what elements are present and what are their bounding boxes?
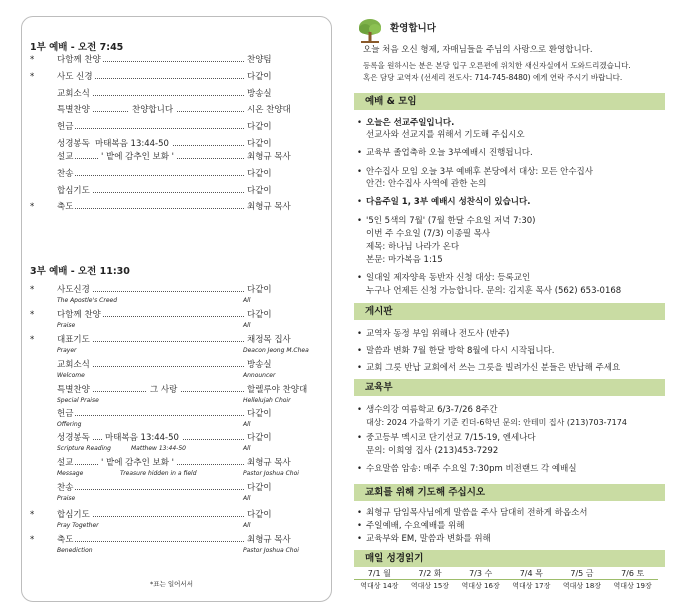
order-label-en: The Apostle's Creed (57, 297, 118, 304)
order-row (30, 359, 298, 371)
reading-chapter: 역대상 17장 (512, 582, 551, 590)
bullet-icon: • (357, 197, 363, 207)
star-marker: * (30, 510, 35, 520)
welcome-line: 오늘 처음 오신 형제, 자매님들을 주님의 사랑으로 환영합니다. (363, 45, 593, 55)
reading-day: 7/6 토 (607, 567, 658, 580)
order-row (30, 151, 298, 163)
order-label-en: Offering (57, 421, 82, 428)
order-leader: 다같이 (247, 483, 272, 493)
bullet-icon: • (357, 508, 363, 518)
board-item: 말씀과 변화 7월 한달 방학 8월에 다시 시작됩니다. (366, 346, 555, 356)
reading-chapter: 역대상 15장 (410, 582, 450, 590)
bullet-icon: • (357, 148, 363, 158)
worship-item: 안수집사 모임 오늘 3부 예배후 본당에서 대상: 모든 안수집사 (366, 167, 593, 177)
worship-item: 다음주일 1, 3부 예배시 성찬식이 있습니다. (366, 197, 531, 207)
order-label: 합심기도 (57, 510, 90, 520)
order-leader-en: Pastor Joshua Choi (243, 470, 299, 477)
order-leader: 다같이 (247, 169, 272, 179)
education-item-detail: 문의: 이희영 집사 (213)453-7292 (366, 446, 499, 456)
order-leader: 최형규 목사 (247, 152, 291, 162)
order-label-en: Praise (57, 495, 76, 502)
service1-title: 1부 예배 - 오전 7:45 (30, 42, 124, 53)
bullet-icon: • (357, 534, 363, 544)
dot-leader (57, 541, 244, 542)
order-detail: ' 밭에 감추인 보화 ' (98, 457, 177, 469)
order-row (30, 408, 298, 420)
order-row (30, 168, 298, 180)
reading-chapter: 역대상 19장 (613, 582, 652, 590)
order-leader: 다같이 (247, 122, 272, 132)
reading-day: 7/4 목 (506, 567, 557, 580)
order-detail: ' 밭에 감추인 보화 ' (98, 151, 177, 163)
order-detail: 마태복음 13:44-50 (102, 432, 182, 444)
worship-item-detail: 본문: 마가복음 1:15 (366, 255, 443, 265)
order-row (30, 334, 298, 346)
bullet-icon: • (357, 433, 363, 443)
order-row (30, 138, 298, 150)
order-row (30, 185, 298, 197)
order-label: 다함께 찬양 (57, 55, 101, 65)
bullet-icon: • (357, 464, 363, 474)
board-item: 교역자 동정 부임 위해나 전도사 (반주) (366, 329, 510, 339)
footnote: *표는 일어서서 (150, 580, 193, 588)
education-item: 생수의강 여름학교 6/3-7/26 8주간 (366, 405, 498, 415)
reading-day: 7/1 월 (354, 567, 405, 580)
education-item: 수요말씀 암송: 매주 수요일 7:30pm 비전랜드 각 예배실 (366, 464, 577, 474)
order-leader-en: All (243, 297, 251, 304)
worship-item-detail: 제목: 하나님 나라가 온다 (366, 242, 460, 252)
dot-leader (57, 489, 244, 490)
order-leader: 최형규 목사 (247, 458, 291, 468)
order-label: 찬송 (57, 169, 74, 179)
star-marker: * (30, 72, 35, 82)
order-leader: 방송실 (247, 89, 272, 99)
star-marker: * (30, 310, 35, 320)
order-leader-en: All (243, 522, 251, 529)
order-label-en: Prayer (57, 347, 77, 354)
bullet-icon: • (357, 216, 363, 226)
reading-chapter: 역대상 16장 (461, 582, 500, 590)
bullet-icon: • (357, 167, 363, 177)
order-detail-en: Treasure hidden in a field (120, 470, 197, 477)
order-label: 사도신경 (57, 285, 90, 295)
order-label: 성경봉독 (57, 139, 90, 149)
board-item: 교회 그릇 반납 교회에서 쓰는 그릇을 빌려가신 분들은 반납해 주세요 (366, 363, 621, 373)
order-row (30, 384, 308, 396)
order-label: 찬송 (57, 483, 74, 493)
education-header: 교육부 (354, 379, 665, 396)
order-detail: 마태복음 13:44-50 (92, 138, 172, 150)
order-row (30, 104, 298, 116)
order-leader: 최형규 목사 (247, 535, 291, 545)
order-leader: 할렐루야 찬양대 (247, 385, 308, 395)
order-row (30, 509, 298, 521)
reading-table (354, 567, 658, 592)
order-label: 특별찬양 (57, 105, 90, 115)
order-leader: 다같이 (247, 409, 272, 419)
order-label: 성경봉독 (57, 433, 90, 443)
order-leader-en: All (243, 445, 251, 452)
order-label: 특별찬양 (57, 385, 90, 395)
order-row (30, 201, 298, 213)
order-row (30, 71, 298, 83)
worship-item: 교육부 졸업축하 오늘 3부예배시 진행됩니다. (366, 148, 533, 158)
reading-header: 매일 성경읽기 (354, 550, 665, 567)
bullet-icon: • (357, 521, 363, 531)
order-row (30, 309, 298, 321)
bullet-icon: • (357, 273, 363, 283)
star-marker: * (30, 55, 35, 65)
order-label-en: Pray Together (57, 522, 99, 529)
order-label: 합심기도 (57, 186, 90, 196)
education-item: 중고등부 멕시코 단기선교 7/15-19, 엔세나다 (366, 433, 536, 443)
order-label: 축도 (57, 202, 74, 212)
board-header: 게시판 (354, 303, 665, 320)
dot-leader (57, 208, 244, 209)
order-leader-en: All (243, 421, 251, 428)
order-leader-en: Hellelujah Choir (243, 397, 291, 404)
order-leader-en: Announcer (243, 372, 276, 379)
order-label-en: Special Praise (57, 397, 99, 404)
order-row (30, 88, 298, 100)
worship-item-detail: 누구나 언제든 신청 가능합니다. 문의: 김지훈 목사 (562) 653-0168 (366, 286, 622, 296)
worship-item: 오늘은 선교주일입니다. (366, 118, 455, 128)
welcome-line: 혹은 담당 교역자 (선세리 전도사: 714-745-8480) 에게 연락 주시기 바랍니다. (363, 73, 623, 82)
order-label: 축도 (57, 535, 74, 545)
worship-item: '5인 5색의 7월' (7월 한달 수요일 저녁 7:30) (366, 216, 536, 226)
order-leader-en: All (243, 322, 251, 329)
order-leader-en: Deacon Jeong M.Chea (243, 347, 309, 354)
worship-header: 예배 & 모임 (354, 93, 665, 110)
order-leader: 다같이 (247, 310, 272, 320)
order-leader: 방송실 (247, 360, 272, 370)
order-row (30, 534, 298, 546)
prayer-item: 교육부와 EM, 말씀과 변화를 위해 (366, 534, 491, 544)
reading-chapter: 역대상 14장 (360, 582, 399, 590)
star-marker: * (30, 535, 35, 545)
bullet-icon: • (357, 405, 363, 415)
order-label: 설교 (57, 152, 74, 162)
order-detail: 그 사랑 (147, 384, 180, 396)
tree-icon (357, 18, 383, 44)
prayer-header: 교회를 위해 기도해 주십시오 (354, 484, 665, 501)
worship-item-detail: 이번 주 수요일 (7/3) 이종필 목사 (366, 229, 491, 239)
bullet-icon: • (357, 329, 363, 339)
order-leader: 시온 찬양대 (247, 105, 291, 115)
order-label: 헌금 (57, 122, 74, 132)
order-label-en: Praise (57, 322, 76, 329)
dot-leader (57, 175, 244, 176)
order-label: 헌금 (57, 409, 74, 419)
worship-item: 일대일 제자양육 동반자 신청 대상: 등록교인 (366, 273, 531, 283)
order-leader: 다같이 (247, 139, 272, 149)
order-label: 설교 (57, 458, 74, 468)
order-detail-en: Matthew 13:44-50 (131, 445, 186, 452)
order-label: 다함께 찬양 (57, 310, 101, 320)
order-row (30, 482, 298, 494)
order-leader: 다같이 (247, 285, 272, 295)
order-label: 사도 신경 (57, 72, 93, 82)
order-row (30, 121, 298, 133)
order-leader: 찬양팀 (247, 55, 272, 65)
order-row (30, 284, 298, 296)
order-label: 교회소식 (57, 360, 90, 370)
order-label-en: Welcome (57, 372, 85, 379)
order-leader-en: Pastor Joshua Choi (243, 547, 299, 554)
order-leader: 다같이 (247, 186, 272, 196)
order-label: 대표기도 (57, 335, 90, 345)
dot-leader (57, 415, 244, 416)
order-row (30, 457, 298, 469)
dot-leader (57, 128, 244, 129)
order-detail: 찬양합니다 (129, 104, 176, 116)
welcome-line: 등록을 원하시는 분은 본당 입구 오른편에 위치한 새신자실에서 도와드리겠습니다. (363, 61, 631, 70)
bullet-icon: • (357, 346, 363, 356)
order-label: 교회소식 (57, 89, 90, 99)
order-label-en: Scripture Reading (57, 445, 111, 452)
welcome-title: 환영합니다 (390, 23, 436, 34)
service3-title: 3부 예배 - 오전 11:30 (30, 266, 130, 277)
order-leader-en: All (243, 495, 251, 502)
order-leader: 채정목 집사 (247, 335, 291, 345)
order-leader: 다같이 (247, 433, 272, 443)
order-leader: 다같이 (247, 72, 272, 82)
prayer-item: 최형규 담임목사님에게 말씀을 주사 담대히 전하게 하옵소서 (366, 508, 588, 518)
order-row (30, 432, 298, 444)
star-marker: * (30, 285, 35, 295)
reading-day: 7/3 수 (455, 567, 506, 580)
reading-chapter: 역대상 18장 (562, 582, 602, 590)
star-marker: * (30, 335, 35, 345)
worship-item-detail: 안건: 안수집사 사역에 관한 논의 (366, 179, 487, 189)
education-item-detail: 대상: 2024 가을학기 기준 킨더-6학년 문의: 안테미 집사 (213)703-7174 (366, 418, 627, 427)
order-row (30, 54, 298, 66)
bullet-icon: • (357, 363, 363, 373)
order-label-en: Message (57, 470, 84, 477)
order-leader: 다같이 (247, 510, 272, 520)
worship-item-detail: 선교사와 선교지를 위해서 기도해 주십시오 (366, 130, 525, 140)
bullet-icon: • (357, 118, 363, 128)
order-label-en: Benediction (57, 547, 93, 554)
prayer-item: 주일예배, 수요예배를 위해 (366, 521, 465, 531)
reading-day: 7/5 금 (557, 567, 608, 580)
star-marker: * (30, 202, 35, 212)
order-leader: 최형규 목사 (247, 202, 291, 212)
reading-day: 7/2 화 (405, 567, 456, 580)
